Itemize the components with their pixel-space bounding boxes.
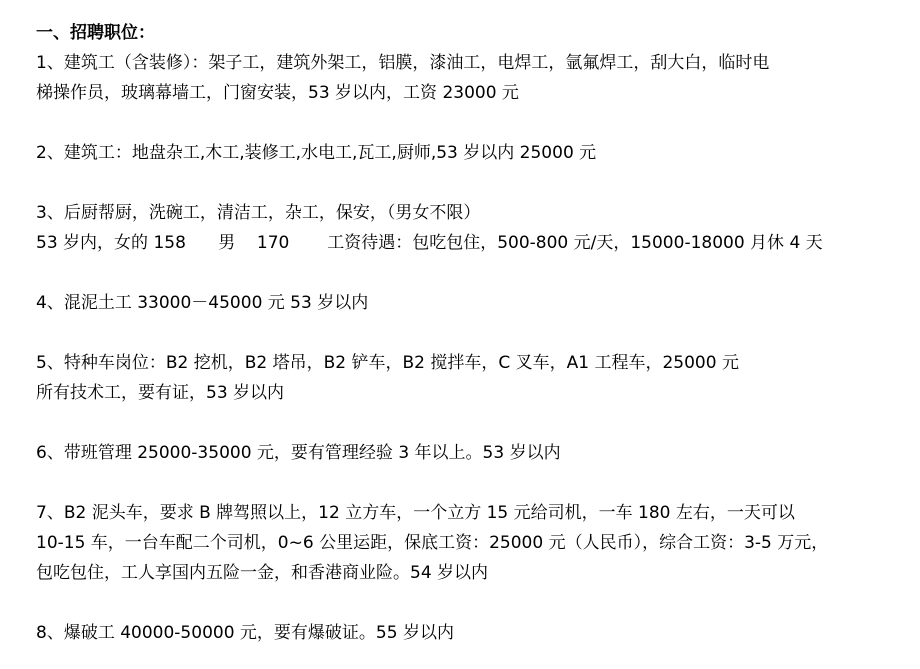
job-line: 53 岁内，女的 158 男 170 工资待遇：包吃包住，500-800 元/天，15000-18000 月休 4 天 — [36, 233, 823, 253]
job-line: 包吃包住，工人享国内五险一金，和香港商业险。54 岁以内 — [36, 563, 489, 583]
section-heading: 一、招聘职位： — [36, 23, 155, 43]
job-line: 7、B2 泥头车，要求 B 牌驾照以上，12 立方车，一个立方 15 元给司机，一车 180 左右，一天可以 — [36, 503, 795, 523]
job-line: 2、建筑工：地盘杂工,木工,装修工,水电工,瓦工,厨师,53 岁以内 25000 元 — [36, 143, 597, 163]
job-line: 3、后厨帮厨，洗碗工，清洁工，杂工，保安，（男女不限） — [36, 203, 481, 223]
job-line: 10-15 车，一台车配二个司机，0~6 公里运距，保底工资：25000 元（人民币），综合工资：3-5 万元， — [36, 533, 829, 553]
job-line: 所有技术工，要有证，53 岁以内 — [36, 383, 285, 403]
job-item-6 — [36, 438, 906, 468]
spacer — [36, 588, 906, 618]
spacer — [36, 108, 906, 138]
job-item-2 — [36, 138, 906, 168]
spacer — [36, 468, 906, 498]
job-line: 1、建筑工（含装修）：架子工，建筑外架工，铝膜，漆油工，电焊工，氩氟焊工，刮大白，临时电 — [36, 53, 770, 73]
spacer — [36, 408, 906, 438]
job-item-4 — [36, 288, 906, 318]
spacer — [36, 318, 906, 348]
spacer — [36, 168, 906, 198]
job-line: 5、特种车岗位：B2 挖机，B2 塔吊，B2 铲车，B2 搅拌车，C 叉车，A1 工程车，25000 元 — [36, 353, 739, 373]
job-item-8 — [36, 618, 906, 648]
document-body — [36, 18, 906, 648]
job-item-5 — [36, 348, 906, 408]
job-line: 6、带班管理 25000-35000 元，要有管理经验 3 年以上。53 岁以内 — [36, 443, 561, 463]
job-item-3 — [36, 198, 906, 258]
job-item-1 — [36, 48, 906, 108]
job-item-7 — [36, 498, 906, 588]
job-line: 4、混泥土工 33000－45000 元 53 岁以内 — [36, 293, 369, 313]
job-line: 梯操作员，玻璃幕墙工，门窗安装，53 岁以内，工资 23000 元 — [36, 83, 519, 103]
spacer — [36, 258, 906, 288]
job-line: 8、爆破工 40000-50000 元，要有爆破证。55 岁以内 — [36, 623, 454, 643]
